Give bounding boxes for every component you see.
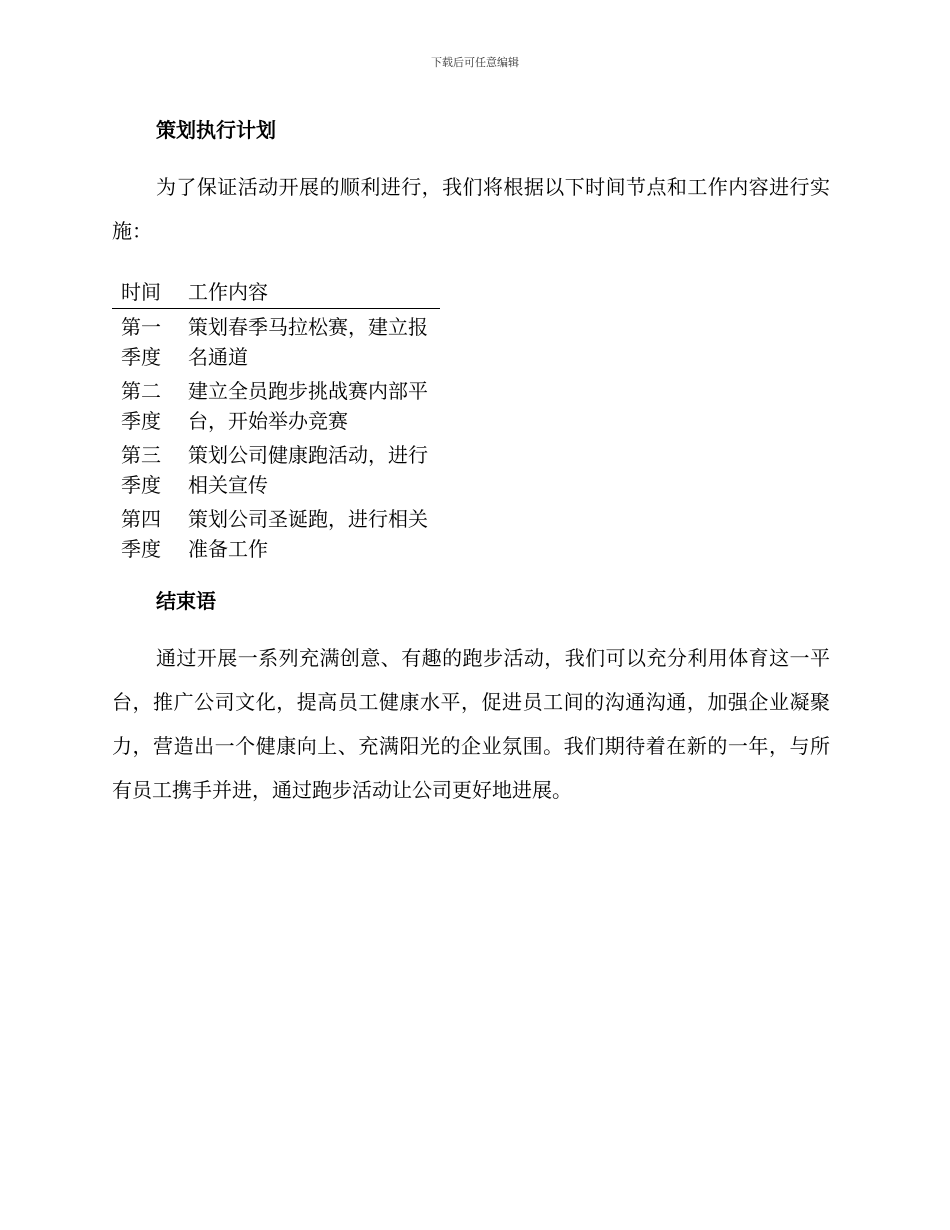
table-row	[112, 373, 440, 437]
schedule-table	[112, 276, 440, 565]
table-cell-time: 第一季度	[121, 315, 161, 369]
table-cell-content: 策划公司健康跑活动，进行相关宣传	[188, 443, 428, 497]
table-cell-time: 第二季度	[121, 379, 161, 433]
table-cell-content: 策划公司圣诞跑，进行相关准备工作	[188, 507, 428, 561]
conclusion-section-heading: 结束语	[156, 589, 216, 613]
conclusion-paragraph: 通过开展一系列充满创意、有趣的跑步活动，我们可以充分利用体育这一平台，推广公司文化，提高员工健康水平，促进员工间的沟通沟通，加强企业凝聚力，营造出一个健康向上、充满阳光的企业氛围。我们期待着在新的一年，与所有员工携手并进，通过跑步活动让公司更好地进展。	[112, 646, 830, 802]
plan-section-heading: 策划执行计划	[156, 118, 276, 142]
table-cell-time: 第四季度	[121, 507, 161, 561]
table-header-time: 时间	[112, 276, 179, 309]
plan-intro-paragraph: 为了保证活动开展的顺利进行，我们将根据以下时间节点和工作内容进行实施：	[112, 175, 830, 243]
page-header-note: 下载后可任意编辑	[431, 56, 519, 69]
table-cell-content: 策划春季马拉松赛，建立报名通道	[188, 315, 428, 369]
table-row	[112, 309, 440, 374]
table-header-row	[112, 276, 440, 309]
table-cell-content: 建立全员跑步挑战赛内部平台，开始举办竞赛	[188, 379, 428, 433]
table-row	[112, 501, 440, 565]
table-header-content: 工作内容	[179, 276, 440, 309]
table-cell-time: 第三季度	[121, 443, 161, 497]
table-row	[112, 437, 440, 501]
